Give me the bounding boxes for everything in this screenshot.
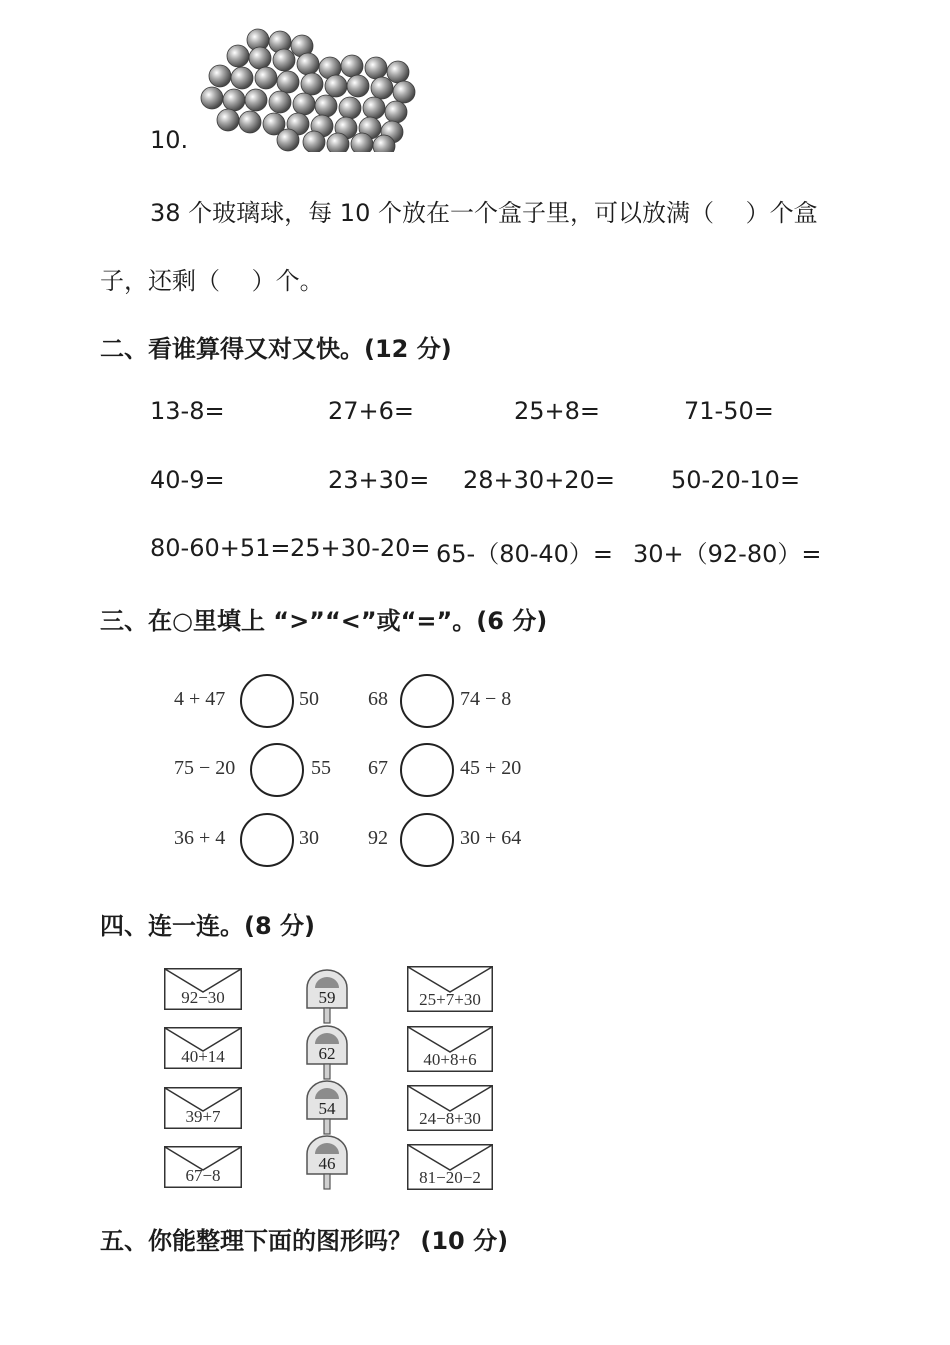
envelope-label: 92−30 (181, 988, 225, 1007)
marble (239, 111, 261, 133)
envelope[interactable] (164, 1087, 242, 1129)
compare-right: 74 − 8 (460, 688, 512, 710)
marble (293, 93, 315, 115)
marble (231, 67, 253, 89)
compare-circle[interactable] (250, 743, 304, 797)
marble (371, 77, 393, 99)
marble (209, 65, 231, 87)
envelope-label: 24−8+30 (419, 1109, 481, 1128)
expression: 28+30+20= (463, 466, 615, 494)
expression: 13-8= (150, 397, 225, 425)
compare-right: 50 (299, 688, 319, 710)
marble (393, 81, 415, 103)
envelope[interactable] (164, 968, 242, 1010)
expression: 25+30-20= (290, 534, 431, 562)
section-5-title: 五、你能整理下面的图形吗？ (10 分) (100, 1227, 509, 1255)
compare-circle[interactable] (400, 674, 454, 728)
mailbox[interactable] (305, 1134, 349, 1190)
expression: 40-9= (150, 466, 225, 494)
marble (301, 73, 323, 95)
marble (277, 71, 299, 93)
expression: 30+（92-80）= (633, 540, 822, 568)
marble (201, 87, 223, 109)
compare-right: 30 (299, 827, 319, 849)
marble (223, 89, 245, 111)
expression: 23+30= (328, 466, 430, 494)
compare-circle[interactable] (240, 813, 294, 867)
compare-circle[interactable] (400, 743, 454, 797)
marble (217, 109, 239, 131)
expression: 80-60+51= (150, 534, 291, 562)
envelope[interactable] (407, 966, 493, 1012)
marble (255, 67, 277, 89)
envelope[interactable] (407, 1144, 493, 1190)
envelope-label: 25+7+30 (419, 990, 481, 1009)
section-4-title: 四、连一连。(8 分) (100, 912, 315, 940)
envelope-label: 67−8 (185, 1166, 221, 1185)
marble (341, 55, 363, 77)
compare-right: 45 + 20 (460, 757, 522, 779)
mailbox-number: 62 (318, 1044, 336, 1063)
marble (227, 45, 249, 67)
mailbox-number: 46 (318, 1154, 336, 1173)
marble (363, 97, 385, 119)
compare-right: 55 (311, 757, 331, 779)
marble (277, 129, 299, 151)
marble (327, 133, 349, 152)
question-text-line2: 子，还剩（ ）个。 (100, 267, 324, 295)
marble (245, 89, 267, 111)
question-text-line1: 38 个玻璃球，每 10 个放在一个盒子里，可以放满（ ）个盒 (150, 199, 818, 227)
mailbox[interactable] (305, 1024, 349, 1080)
marble (315, 95, 337, 117)
envelope[interactable] (407, 1026, 493, 1072)
mailbox-number: 59 (318, 988, 336, 1007)
section-2-title: 二、看谁算得又对又快。(12 分) (100, 335, 452, 363)
expression: 27+6= (328, 397, 415, 425)
compare-left: 4 + 47 (174, 688, 226, 710)
envelope[interactable] (164, 1146, 242, 1188)
envelope-label: 40+14 (181, 1047, 225, 1066)
marble (303, 131, 325, 152)
marble (351, 133, 373, 152)
compare-circle[interactable] (400, 813, 454, 867)
envelope-label: 81−20−2 (419, 1168, 481, 1187)
mailbox-number: 54 (318, 1099, 336, 1118)
marble (269, 91, 291, 113)
expression: 25+8= (514, 397, 601, 425)
marble (249, 47, 271, 69)
compare-left: 92 (368, 827, 388, 849)
compare-right: 30 + 64 (460, 827, 522, 849)
marble (273, 49, 295, 71)
expression: 65-（80-40）= (436, 540, 614, 568)
marble (339, 97, 361, 119)
expression: 50-20-10= (671, 466, 801, 494)
marble (297, 53, 319, 75)
envelope[interactable] (407, 1085, 493, 1131)
compare-left: 68 (368, 688, 388, 710)
expression: 71-50= (684, 397, 774, 425)
glass-marbles-icon (198, 28, 426, 152)
envelope[interactable] (164, 1027, 242, 1069)
envelope-label: 39+7 (185, 1107, 221, 1126)
envelope-label: 40+8+6 (423, 1050, 477, 1069)
question-number: 10. (150, 126, 189, 154)
marble (325, 75, 347, 97)
section-3-title: 三、在○里填上 “>”“<”或“=”。(6 分) (100, 607, 548, 635)
marble (365, 57, 387, 79)
mailbox[interactable] (305, 1079, 349, 1135)
compare-left: 67 (368, 757, 388, 779)
marble (347, 75, 369, 97)
marble (387, 61, 409, 83)
mailbox[interactable] (305, 968, 349, 1024)
compare-circle[interactable] (240, 674, 294, 728)
marble (385, 101, 407, 123)
compare-left: 36 + 4 (174, 827, 226, 849)
compare-left: 75 − 20 (174, 757, 236, 779)
